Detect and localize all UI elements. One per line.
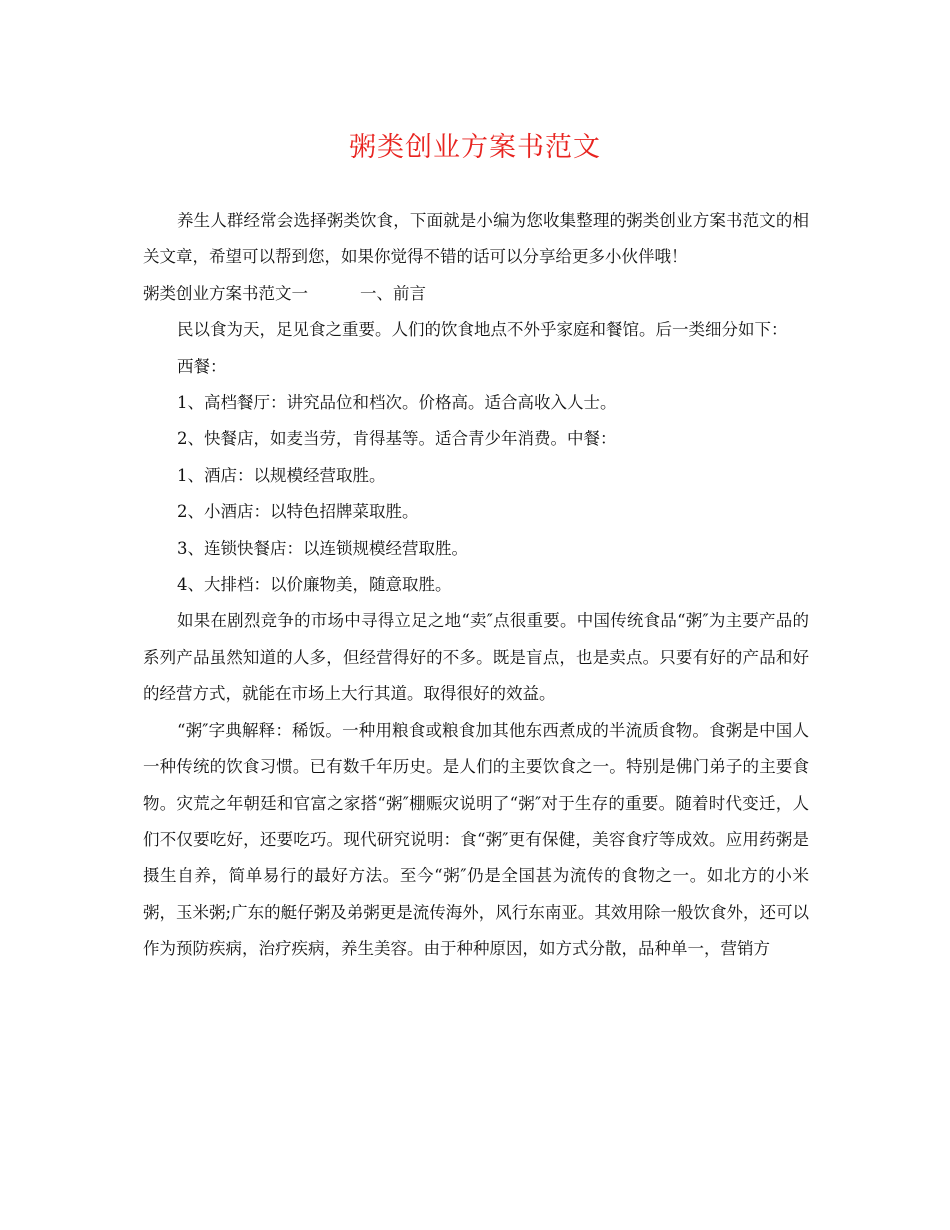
paragraph-xican: 西餐： [177,356,227,376]
document-body [143,203,809,968]
document-title: 粥类创业方案书范文 [349,132,601,163]
list-item: 1、高档餐厅：讲究品位和档次。价格高。适合高收入人士。 [177,393,617,413]
list-item: 1、酒店：以规模经营取胜。 [177,465,386,485]
list-item: 2、快餐店，如麦当劳，肯得基等。适合青少年消费。中餐： [177,429,617,449]
paragraph-market: 如果在剧烈竞争的市场中寻得立足之地“卖″点很重要。中国传统食品“粥″为主要产品的系列产品虽然知道的人多，但经营得好的不多。既是盲点，也是卖点。只要有好的产品和好的经营方式，就能在市场上大行其道。取得很好的效益。 [143,611,809,704]
intro-paragraph: 养生人群经常会选择粥类饮食，下面就是小编为您收集整理的粥类创业方案书范文的相关文章，希望可以帮到您，如果你觉得不错的话可以分享给更多小伙伴哦！ [143,211,809,267]
list-item: 4、大排档：以价廉物美，随意取胜。 [177,575,452,595]
section-heading [143,276,809,312]
section-heading-subtitle: 一、前言 [360,283,426,303]
list-item: 3、连锁快餐店：以连锁规模经营取胜。 [177,538,468,558]
section-heading-title: 粥类创业方案书范文一 [143,283,308,303]
paragraph-zhou-definition: “粥″字典解释：稀饭。一种用粮食或粮食加其他东西煮成的半流质食物。食粥是中国人一种传统的饮食习惯。已有数千年历史。是人们的主要饮食之一。特别是佛门弟子的主要食物。灾荒之年朝廷和官富之家搭“粥″棚赈灾说明了“粥″对于生存的重要。随着时代变迁，人们不仅要吃好，还要吃巧。现代研究说明：食“粥″更有保健，美容食疗等成效。应用药粥是摄生自养，简单易行的最好方法。至今“粥″仍是全国甚为流传的食物之一。如北方的小米粥，玉米粥;广东的艇仔粥及弟粥更是流传海外，风行东南亚。其效用除一般饮食外，还可以作为预防疾病，治疗疾病，养生美容。由于种种原因，如方式分散，品种单一，营销方 [143,720,809,959]
paragraph-minyishi: 民以食为天，足见食之重要。人们的饮食地点不外乎家庭和餐馆。后一类细分如下： [177,320,788,340]
list-item: 2、小酒店：以特色招牌菜取胜。 [177,502,419,522]
